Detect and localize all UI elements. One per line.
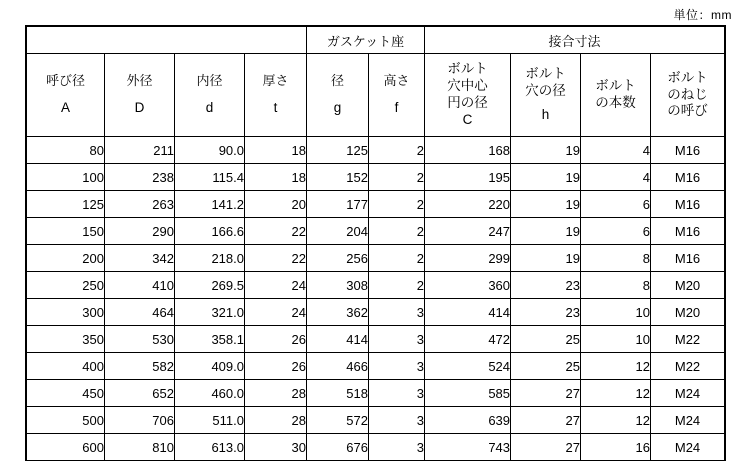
col-header-outer	[105, 54, 175, 137]
cell-bolt-thread: M20	[651, 272, 725, 299]
unit-note: 単位：mm	[673, 8, 732, 22]
cell-gasket-height: 2	[369, 272, 425, 299]
cell-inner: 358.1	[175, 326, 245, 353]
cell-gasket-diameter: 177	[307, 191, 369, 218]
cell-thickness: 24	[245, 299, 307, 326]
col-header-gasket-height	[369, 54, 425, 137]
cell-outer: 410	[105, 272, 175, 299]
cell-nominal: 250	[27, 272, 105, 299]
group-header-row	[27, 27, 725, 54]
cell-gasket-diameter: 572	[307, 407, 369, 434]
group-header-blank	[27, 27, 307, 54]
cell-bolt-hole: 23	[511, 299, 581, 326]
table-row	[27, 191, 725, 218]
col-header-bolt-count-line2: の本数	[595, 95, 636, 110]
col-header-inner-symbol: d	[205, 99, 214, 115]
cell-bolt-circle: 414	[425, 299, 511, 326]
table-row	[27, 407, 725, 434]
cell-bolt-circle: 168	[425, 137, 511, 164]
cell-thickness: 28	[245, 407, 307, 434]
col-header-gasket-height-label: 高さ	[383, 73, 410, 89]
cell-bolt-thread: M22	[651, 326, 725, 353]
col-header-bolt-hole-symbol: h	[541, 107, 550, 123]
cell-inner: 90.0	[175, 137, 245, 164]
col-header-thickness-label: 厚さ	[262, 73, 289, 89]
col-header-bolt-thread-line3: の呼び	[667, 103, 708, 119]
cell-inner: 511.0	[175, 407, 245, 434]
col-header-gasket-diameter-symbol: g	[333, 99, 342, 115]
cell-bolt-count: 4	[581, 137, 651, 164]
cell-bolt-circle: 360	[425, 272, 511, 299]
cell-bolt-count: 10	[581, 299, 651, 326]
cell-gasket-height: 2	[369, 191, 425, 218]
cell-outer: 810	[105, 434, 175, 461]
cell-nominal: 450	[27, 380, 105, 407]
col-header-outer-label: 外径	[126, 73, 153, 89]
cell-bolt-count: 6	[581, 218, 651, 245]
cell-inner: 166.6	[175, 218, 245, 245]
col-header-bolt-thread-line1: ボルト	[667, 69, 708, 85]
cell-gasket-diameter: 466	[307, 353, 369, 380]
cell-gasket-diameter: 204	[307, 218, 369, 245]
cell-bolt-circle: 743	[425, 434, 511, 461]
cell-thickness: 20	[245, 191, 307, 218]
cell-inner: 269.5	[175, 272, 245, 299]
column-header-row	[27, 54, 725, 137]
cell-outer: 263	[105, 191, 175, 218]
cell-bolt-count: 8	[581, 272, 651, 299]
cell-outer: 211	[105, 137, 175, 164]
table-row	[27, 272, 725, 299]
col-header-thickness	[245, 54, 307, 137]
table-row	[27, 137, 725, 164]
table-row	[27, 434, 725, 461]
cell-nominal: 600	[27, 434, 105, 461]
cell-bolt-thread: M16	[651, 137, 725, 164]
col-header-nominal-label: 呼び径	[45, 73, 85, 89]
cell-bolt-circle: 472	[425, 326, 511, 353]
cell-bolt-count: 8	[581, 245, 651, 272]
table-row	[27, 164, 725, 191]
cell-bolt-thread: M24	[651, 407, 725, 434]
cell-inner: 613.0	[175, 434, 245, 461]
cell-outer: 238	[105, 164, 175, 191]
col-header-gasket-diameter-label: 径	[330, 73, 344, 89]
group-header-gasket: ガスケット座	[307, 27, 425, 54]
cell-gasket-diameter: 518	[307, 380, 369, 407]
cell-bolt-count: 12	[581, 407, 651, 434]
cell-thickness: 18	[245, 164, 307, 191]
cell-bolt-count: 12	[581, 353, 651, 380]
cell-outer: 530	[105, 326, 175, 353]
table-row	[27, 326, 725, 353]
col-header-thickness-symbol: t	[273, 99, 278, 115]
cell-gasket-diameter: 676	[307, 434, 369, 461]
cell-bolt-hole: 19	[511, 137, 581, 164]
cell-thickness: 22	[245, 245, 307, 272]
cell-outer: 342	[105, 245, 175, 272]
cell-bolt-hole: 19	[511, 218, 581, 245]
cell-bolt-hole: 19	[511, 191, 581, 218]
cell-outer: 706	[105, 407, 175, 434]
cell-outer: 464	[105, 299, 175, 326]
cell-outer: 652	[105, 380, 175, 407]
cell-gasket-height: 3	[369, 353, 425, 380]
cell-bolt-thread: M16	[651, 191, 725, 218]
col-header-bolt-count	[581, 54, 651, 137]
col-header-nominal	[27, 54, 105, 137]
flange-dimension-table	[26, 26, 725, 461]
col-header-nominal-symbol: A	[60, 99, 70, 115]
cell-bolt-thread: M22	[651, 353, 725, 380]
cell-gasket-height: 3	[369, 434, 425, 461]
cell-outer: 582	[105, 353, 175, 380]
cell-bolt-count: 16	[581, 434, 651, 461]
cell-bolt-circle: 220	[425, 191, 511, 218]
col-header-gasket-diameter	[307, 54, 369, 137]
cell-gasket-diameter: 414	[307, 326, 369, 353]
table-row	[27, 353, 725, 380]
col-header-outer-symbol: D	[134, 99, 145, 115]
cell-outer: 290	[105, 218, 175, 245]
cell-nominal: 150	[27, 218, 105, 245]
cell-nominal: 200	[27, 245, 105, 272]
cell-bolt-hole: 25	[511, 326, 581, 353]
table-row	[27, 299, 725, 326]
cell-inner: 409.0	[175, 353, 245, 380]
cell-nominal: 500	[27, 407, 105, 434]
cell-thickness: 30	[245, 434, 307, 461]
cell-inner: 321.0	[175, 299, 245, 326]
cell-bolt-circle: 585	[425, 380, 511, 407]
cell-thickness: 24	[245, 272, 307, 299]
table-row	[27, 380, 725, 407]
cell-bolt-thread: M16	[651, 245, 725, 272]
cell-bolt-circle: 247	[425, 218, 511, 245]
cell-nominal: 300	[27, 299, 105, 326]
cell-bolt-count: 10	[581, 326, 651, 353]
table-body	[27, 137, 725, 461]
cell-thickness: 28	[245, 380, 307, 407]
cell-bolt-thread: M24	[651, 434, 725, 461]
col-header-gasket-height-symbol: f	[394, 99, 399, 115]
cell-bolt-circle: 639	[425, 407, 511, 434]
cell-bolt-count: 6	[581, 191, 651, 218]
col-header-bolt-circle	[425, 54, 511, 137]
cell-bolt-thread: M20	[651, 299, 725, 326]
cell-gasket-diameter: 308	[307, 272, 369, 299]
col-header-bolt-hole-line1: ボルト	[525, 65, 566, 81]
cell-gasket-diameter: 256	[307, 245, 369, 272]
cell-gasket-height: 3	[369, 380, 425, 407]
table-row	[27, 245, 725, 272]
cell-gasket-diameter: 152	[307, 164, 369, 191]
cell-bolt-thread: M16	[651, 218, 725, 245]
cell-bolt-circle: 299	[425, 245, 511, 272]
cell-nominal: 125	[27, 191, 105, 218]
cell-inner: 115.4	[175, 164, 245, 191]
cell-thickness: 26	[245, 326, 307, 353]
cell-gasket-diameter: 125	[307, 137, 369, 164]
cell-bolt-hole: 27	[511, 380, 581, 407]
cell-gasket-diameter: 362	[307, 299, 369, 326]
cell-gasket-height: 2	[369, 218, 425, 245]
col-header-bolt-thread-line2: のねじ	[667, 86, 708, 102]
col-header-inner	[175, 54, 245, 137]
cell-bolt-hole: 19	[511, 245, 581, 272]
cell-bolt-hole: 19	[511, 164, 581, 191]
cell-gasket-height: 3	[369, 326, 425, 353]
col-header-bolt-thread	[651, 54, 725, 137]
cell-gasket-height: 3	[369, 407, 425, 434]
cell-bolt-circle: 195	[425, 164, 511, 191]
col-header-inner-label: 内径	[196, 73, 223, 89]
cell-nominal: 400	[27, 353, 105, 380]
cell-bolt-hole: 27	[511, 407, 581, 434]
cell-bolt-hole: 23	[511, 272, 581, 299]
cell-inner: 141.2	[175, 191, 245, 218]
cell-gasket-height: 2	[369, 164, 425, 191]
col-header-bolt-hole-line2: 穴の径	[525, 82, 566, 98]
cell-nominal: 350	[27, 326, 105, 353]
cell-thickness: 22	[245, 218, 307, 245]
col-header-bolt-circle-line2: 穴中心	[447, 78, 488, 94]
table-head	[27, 27, 725, 137]
col-header-bolt-circle-symbol: C	[462, 111, 473, 127]
cell-nominal: 100	[27, 164, 105, 191]
col-header-bolt-hole	[511, 54, 581, 137]
cell-thickness: 18	[245, 137, 307, 164]
table-row	[27, 218, 725, 245]
col-header-bolt-count-line1: ボルト	[595, 78, 636, 94]
cell-bolt-count: 12	[581, 380, 651, 407]
cell-bolt-count: 4	[581, 164, 651, 191]
group-header-joint: 接合寸法	[425, 27, 725, 54]
cell-inner: 460.0	[175, 380, 245, 407]
cell-nominal: 80	[27, 137, 105, 164]
col-header-bolt-circle-line3: 円の径	[447, 95, 488, 110]
cell-bolt-hole: 25	[511, 353, 581, 380]
cell-gasket-height: 3	[369, 299, 425, 326]
cell-gasket-height: 2	[369, 245, 425, 272]
cell-inner: 218.0	[175, 245, 245, 272]
cell-bolt-hole: 27	[511, 434, 581, 461]
cell-bolt-thread: M24	[651, 380, 725, 407]
cell-bolt-thread: M16	[651, 164, 725, 191]
cell-bolt-circle: 524	[425, 353, 511, 380]
col-header-bolt-circle-line1: ボルト	[447, 61, 488, 77]
cell-thickness: 26	[245, 353, 307, 380]
cell-gasket-height: 2	[369, 137, 425, 164]
